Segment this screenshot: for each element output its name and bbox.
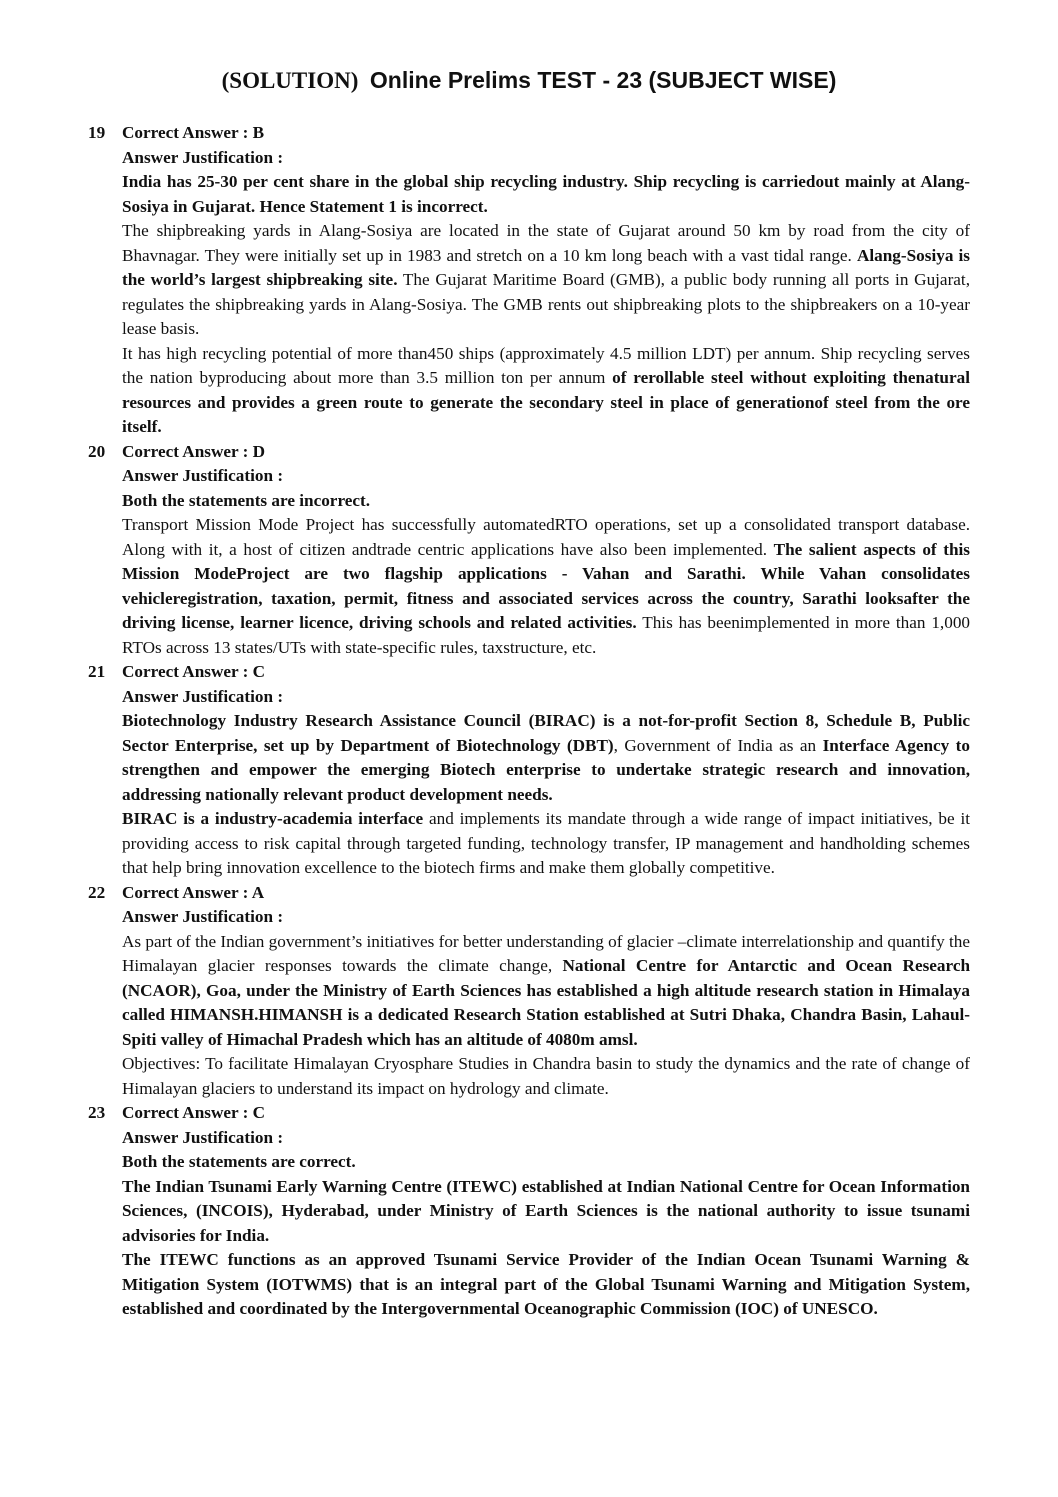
correct-answer-label: Correct Answer :: [122, 123, 249, 142]
bold-text: National Centre for Antarctic and Ocean Research (NCAOR), Goa, under the Ministry of Earth Sciences has established a high altitude research station in Himalaya called HIMANSH.HIMANSH is a dedicated Research Station established at Sutri Dhaka, Chandra Basin, Lahaul-Spiti valley of Himachal Pradesh which has an altitude of 4080m amsl.: [122, 956, 971, 1049]
body-text: Transport Mission Mode Project has successfully automatedRTO operations, set up a consolidated transport database. Along with it, a host of citizen andtrade centric applications have also been implemented.: [122, 515, 970, 559]
question-number: 21: [88, 662, 106, 681]
justification-paragraph: [122, 342, 970, 440]
correct-answer: [122, 121, 970, 146]
title-solution-label: (SOLUTION): [221, 68, 359, 93]
body-text: and implements its mandate through a wide range of impact initiatives, be it providing access to risk capital through targeted funding, technology transfer, IP management and handholding schemes that help bring innovation excellence to the biotech firms and make them globally competitive.: [122, 809, 970, 877]
justification-paragraph: [122, 1175, 970, 1249]
question-number: 22: [88, 882, 106, 902]
justification-paragraph: [122, 170, 970, 219]
answer-justification-label: Answer Justification :: [122, 907, 284, 926]
correct-answer-label: Correct Answer :: [122, 1103, 249, 1122]
question-solution: [88, 440, 970, 661]
justification-paragraph: [122, 489, 970, 514]
solutions-list: [88, 121, 970, 1322]
body-text: Objectives: To facilitate Himalayan Cryosphare Studies in Chandra basin to study the dynamics and the rate of change of Himalayan glaciers to understand its impact on hydrology and climate.: [122, 1054, 970, 1098]
question-number: 19: [88, 123, 106, 142]
correct-answer-value: C: [252, 662, 266, 681]
bold-text: The salient aspects of this Mission ModeProject are two flagship applications - Vahan and Sarathi. While Vahan consolidates vehicleregistration, taxation, permit, fitness and associated services across the country, Sarathi looksafter the driving license, learner licence, driving schools and related activities.: [122, 539, 970, 632]
question-solution: [88, 660, 970, 881]
justification-paragraph: [122, 219, 970, 342]
body-text: The Gujarat Maritime Board (GMB), a public body running all ports in Gujarat, regulates the shipbreaking yards in Alang-Sosiya. The GMB rents out shipbreaking plots to the shipbreakers on a 10-year lease basis.: [122, 270, 970, 338]
question-number: 23: [88, 1103, 106, 1122]
bold-text: Biotechnology Industry Research Assistance Council (BIRAC) is a not-for-profit Section 8, Schedule B, Public Sector Enterprise, set up by Department of Biotechnology (DBT): [122, 711, 970, 755]
correct-answer-value: C: [252, 1103, 266, 1122]
bold-text: Both the statements are correct.: [122, 1152, 356, 1171]
justification-paragraph: [122, 513, 970, 660]
answer-justification-label: Answer Justification :: [122, 686, 284, 706]
justification-paragraph: [122, 1248, 970, 1322]
correct-answer-value: D: [252, 441, 266, 461]
justification-paragraph: [122, 1150, 970, 1175]
title-test-name: Online Prelims TEST - 23 (SUBJECT WISE): [369, 67, 837, 93]
bold-text: Interface Agency to strengthen and empower the emerging Biotech enterprise to undertake strategic research and innovation, addressing nationally relevant product development needs.: [122, 735, 970, 804]
bold-text: The ITEWC functions as an approved Tsunami Service Provider of the Indian Ocean Tsunami Warning & Mitigation System (IOTWMS) that is an integral part of the Global Tsunami Warning and Mitigation System, established and coordinated by the Intergovernmental Oceanographic Commission (IOC) of UNESCO.: [122, 1250, 970, 1318]
body-text: This has beenimplemented in more than 1,000 RTOs across 13 states/UTs with state-specific rules, taxstructure, etc.: [122, 613, 971, 657]
correct-answer: [122, 660, 970, 685]
correct-answer-value: A: [251, 882, 265, 902]
justification-paragraph: [122, 807, 970, 881]
answer-justification-label: Answer Justification :: [122, 1127, 284, 1147]
correct-answer-value: B: [252, 123, 265, 142]
body-text: As part of the Indian government’s initiatives for better understanding of glacier –climate interrelationship and quantify the Himalayan glacier responses towards the climate change,: [122, 931, 970, 975]
correct-answer-label: Correct Answer :: [122, 441, 249, 461]
justification-paragraph: [122, 1052, 970, 1101]
bold-text: India has 25-30 per cent share in the global ship recycling industry. Ship recycling is carriedout mainly at Alang-Sosiya in Gujarat. Hence Statement 1 is incorrect.: [122, 172, 970, 216]
correct-answer: [122, 881, 970, 906]
answer-justification-label: Answer Justification :: [122, 147, 284, 167]
correct-answer: [122, 440, 970, 465]
page-title: [0, 64, 1058, 97]
bold-text: BIRAC is a industry-academia interface: [122, 809, 424, 828]
question-number: 20: [88, 441, 106, 461]
body-text: It has high recycling potential of more than450 ships (approximately 4.5 million LDT) per annum. Ship recycling serves the nation byproducing about more than 3.5 million ton per annum: [122, 343, 970, 387]
bold-text: Alang-Sosiya is the world’s largest shipbreaking site.: [122, 245, 970, 289]
justification-paragraph: [122, 709, 970, 807]
question-solution: [88, 1101, 970, 1322]
answer-justification-label: Answer Justification :: [122, 466, 284, 485]
bold-text: The Indian Tsunami Early Warning Centre (ITEWC) established at Indian National Centre for Ocean Information Sciences, (INCOIS), Hyderabad, under Ministry of Earth Sciences is the national authority to issue tsunami advisories for India.: [122, 1176, 970, 1245]
justification-paragraph: [122, 930, 970, 1053]
question-solution: [88, 121, 970, 440]
correct-answer: [122, 1101, 970, 1126]
body-text: The shipbreaking yards in Alang-Sosiya are located in the state of Gujarat around 50 km by road from the city of Bhavnagar. They were initially set up in 1983 and stretch on a 10 km long beach with a vast tidal range.: [122, 221, 970, 265]
correct-answer-label: Correct Answer :: [122, 882, 249, 902]
correct-answer-label: Correct Answer :: [122, 662, 249, 681]
body-text: , Government of India as an: [613, 735, 823, 755]
bold-text: Both the statements are incorrect.: [122, 490, 371, 510]
question-solution: [88, 881, 970, 1102]
bold-text: of rerollable steel without exploiting thenatural resources and provides a green route to generate the secondary steel in place of generationof steel from the ore itself.: [122, 368, 970, 436]
